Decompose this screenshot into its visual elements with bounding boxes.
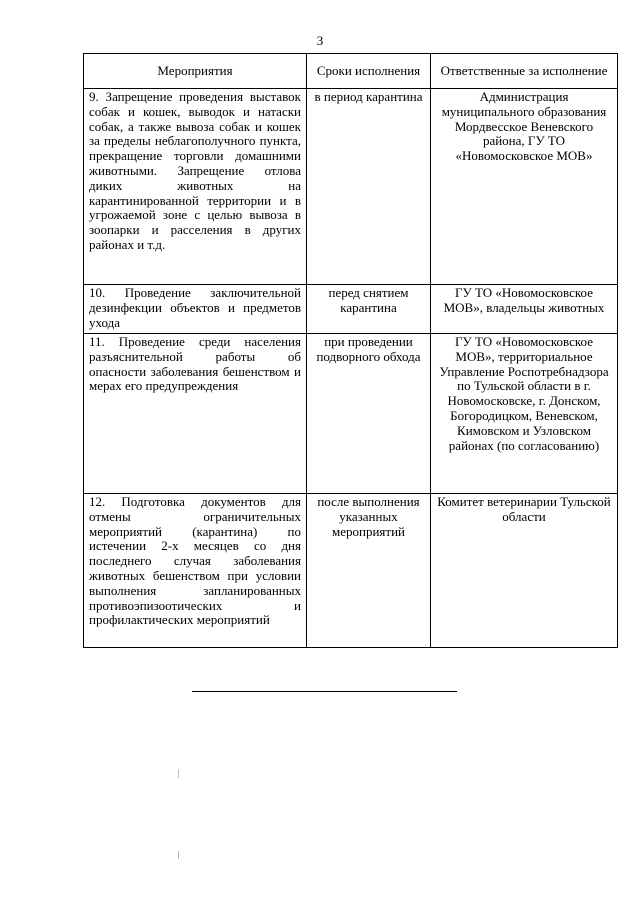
term-cell: при проведении подворного обхода [307, 334, 431, 494]
table-header-row [84, 54, 618, 89]
measures-table [83, 53, 618, 648]
table-row [84, 285, 618, 334]
scan-speck [178, 769, 179, 778]
activity-cell: 10. Проведение заключительной дезинфекции объектов и предметов ухода [84, 285, 307, 334]
activity-cell: 12. Подготовка документов для отмены ограничительных мероприятий (карантина) по истечении 2-х месяцев со дня последнего случая заболевания животных бешенством при условии выполнения запланированных противоэпизоотических и профилактических мероприятий [84, 494, 307, 648]
header-responsible: Ответственные за исполнение [431, 54, 618, 89]
table-row [84, 334, 618, 494]
closing-rule [192, 691, 457, 692]
responsible-cell: ГУ ТО «Новомосковское МОВ», владельцы животных [431, 285, 618, 334]
header-term: Сроки исполнения [307, 54, 431, 89]
activity-cell: 9. Запрещение проведения выставок собак и кошек, выводок и натаски собак, а также вывоза собак и кошек за пределы неблагополучного пункта, прекращение торговли домашними животными. Запрещение отлова диких животных на карантинированной территории и в угрожаемой зоне с целью вывоза в зоопарки и расселения в других районах и т.д. [84, 89, 307, 285]
responsible-cell: ГУ ТО «Новомосковское МОВ», территориальное Управление Роспотребнадзора по Тульской области в г. Новомосковске, г. Донском, Богородицком, Веневском, Кимовском и Узловском районах (по согласованию) [431, 334, 618, 494]
term-cell: после выполнения указанных мероприятий [307, 494, 431, 648]
term-cell: перед снятием карантина [307, 285, 431, 334]
table-row [84, 494, 618, 648]
page-number: 3 [316, 33, 324, 48]
term-cell: в период карантина [307, 89, 431, 285]
activity-cell: 11. Проведение среди населения разъяснительной работы об опасности заболевания бешенством и мерах его предупреждения [84, 334, 307, 494]
header-activity: Мероприятия [84, 54, 307, 89]
responsible-cell: Комитет ветеринарии Тульской области [431, 494, 618, 648]
responsible-cell: Администрация муниципального образования Мордвесское Веневского района, ГУ ТО «Новомосковское МОВ» [431, 89, 618, 285]
table-row [84, 89, 618, 285]
scan-speck [178, 851, 179, 859]
